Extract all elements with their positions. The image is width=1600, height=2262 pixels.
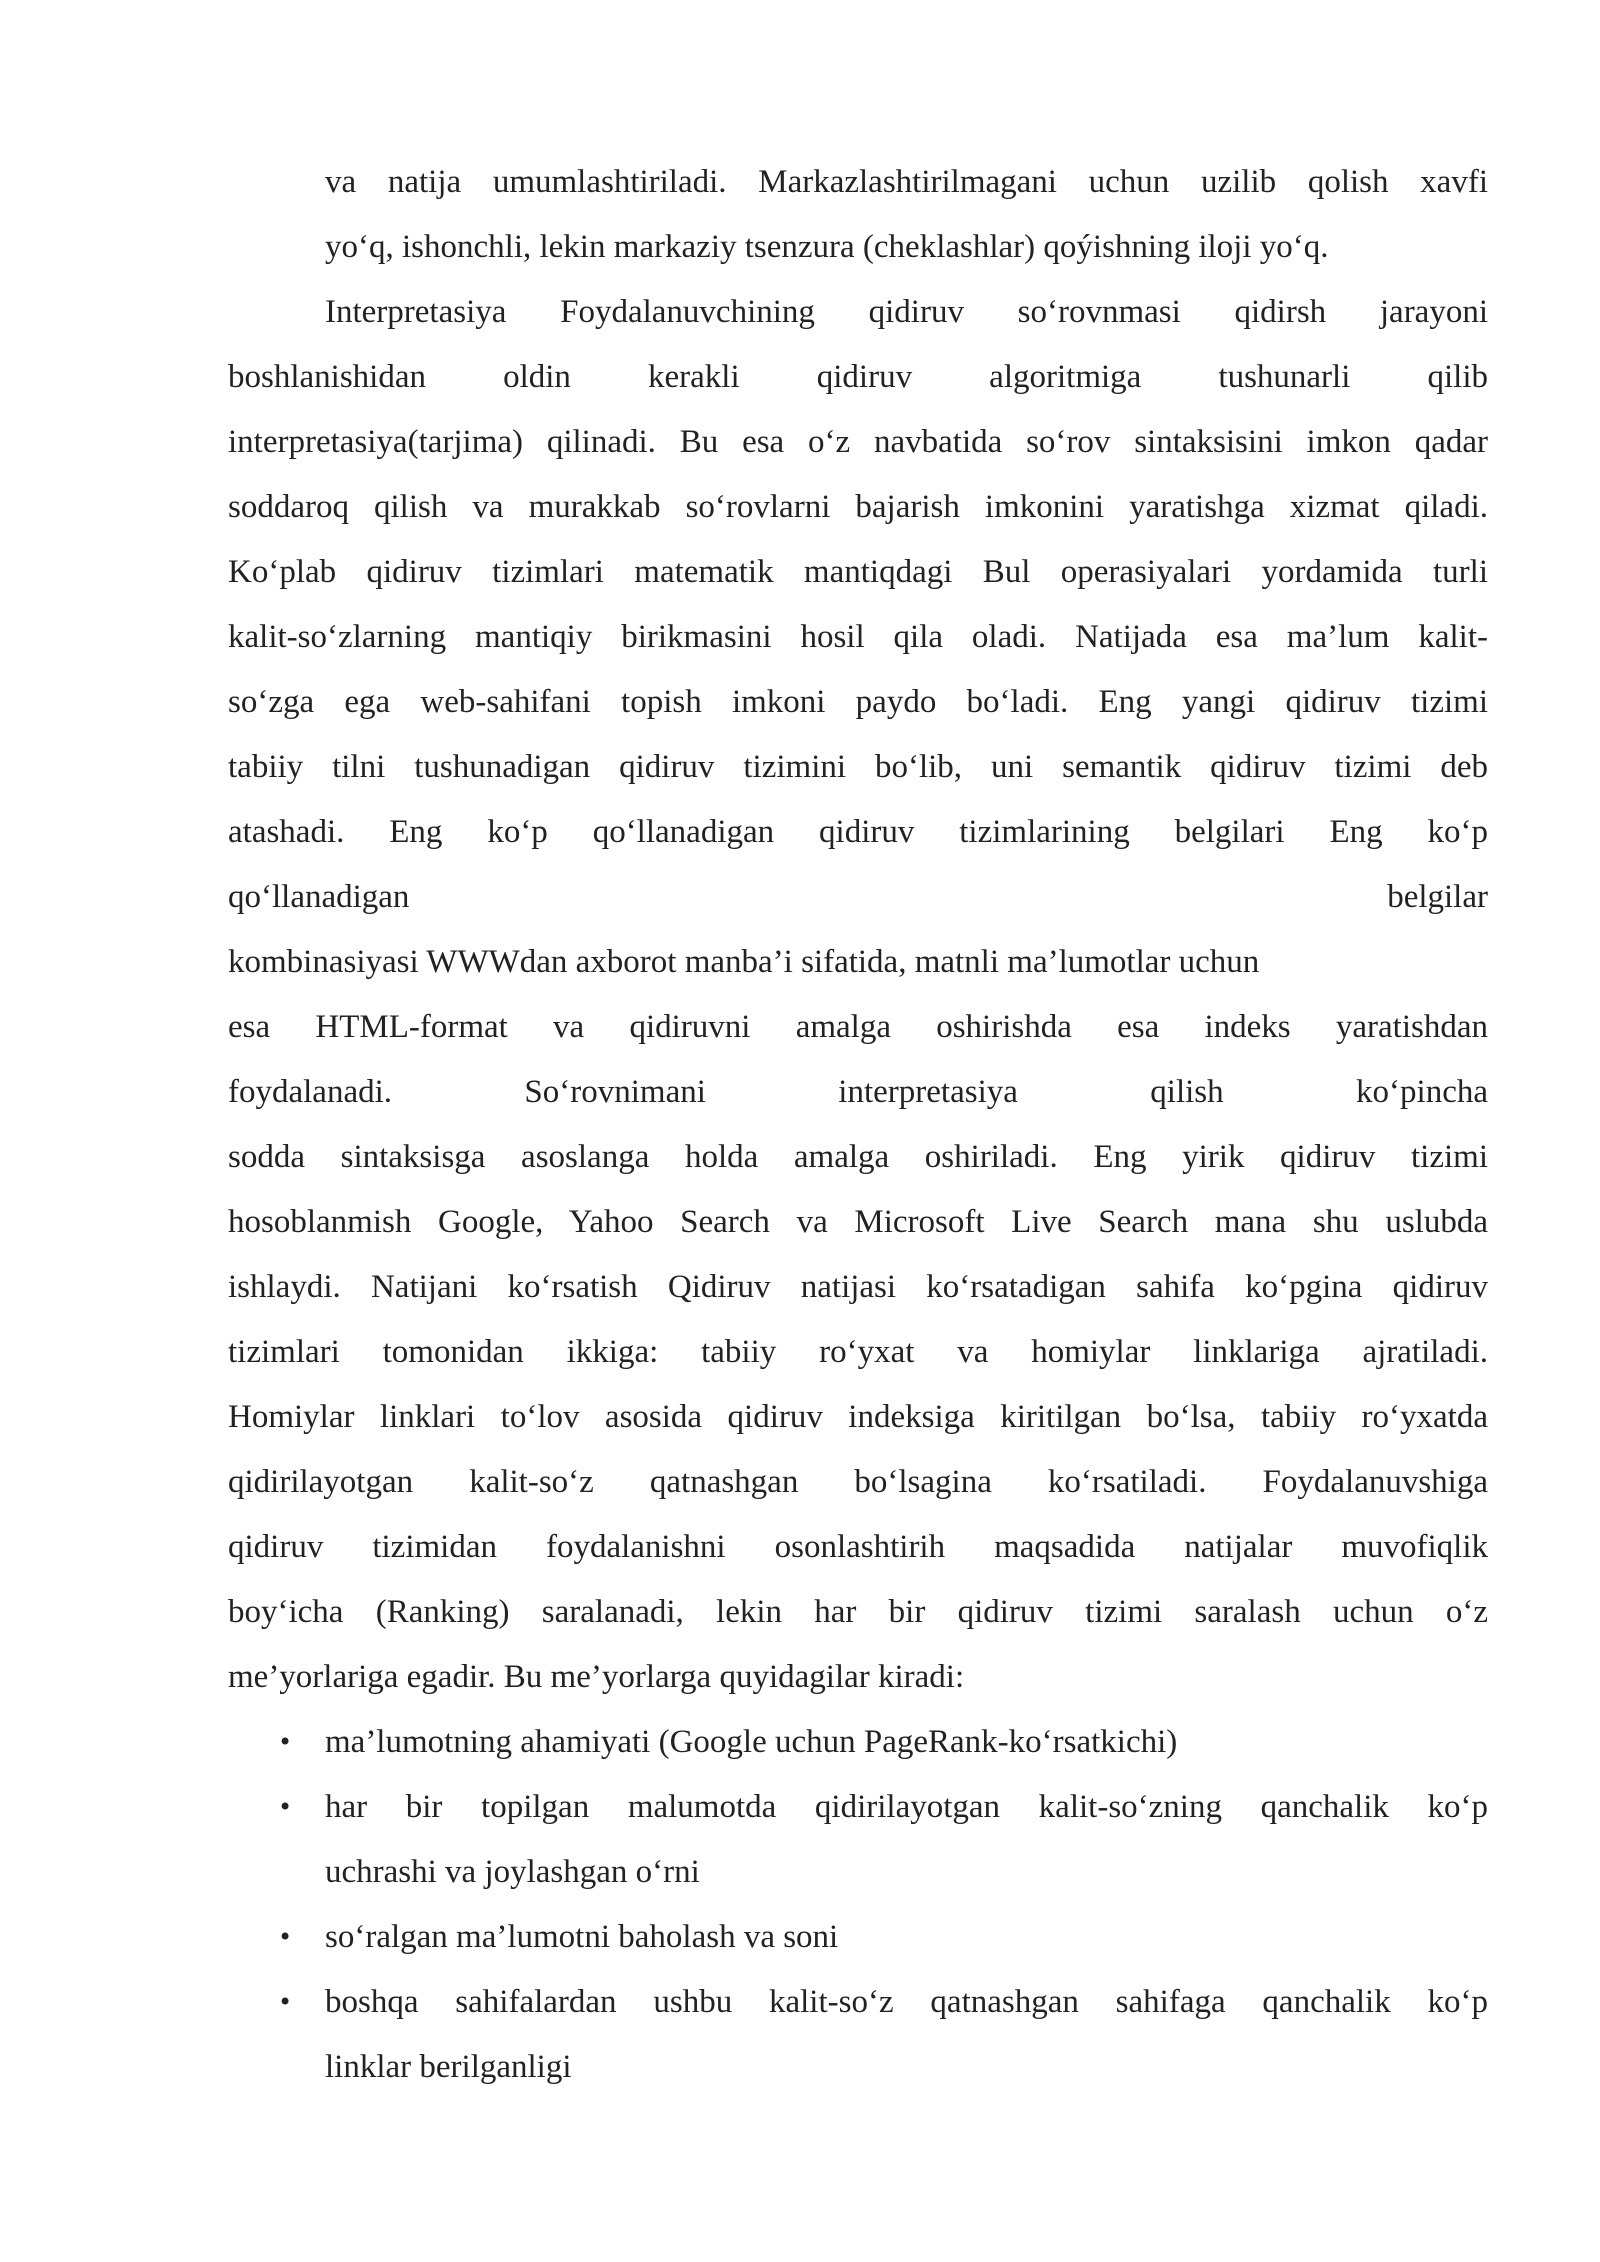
text-line: ishlaydi. Natijani ko‘rsatish Qidiruv natijasi ko‘rsatadigan sahifa ko‘pgina qidiruv bbox=[228, 1269, 1488, 1305]
body-text bbox=[228, 150, 1488, 1710]
text-line: boshlanishidan oldin kerakli qidiruv algoritmiga tushunarli qilib bbox=[228, 359, 1488, 395]
text-line: tizimlari tomonidan ikkiga: tabiiy ro‘yxat va homiylar linklariga ajratiladi. bbox=[228, 1334, 1488, 1370]
text-line: kalit-so‘zlarning mantiqiy birikmasini hosil qila oladi. Natijada esa ma’lum kalit- bbox=[228, 619, 1488, 655]
text-line: esa HTML-format va qidiruvni amalga oshirishda esa indeks yaratishdan bbox=[228, 1009, 1488, 1045]
bullet-icon: • bbox=[278, 1988, 293, 2016]
list-item-text: ma’lumotning ahamiyati (Google uchun PageRank-ko‘rsatkichi) bbox=[325, 1724, 1178, 1760]
text-line: yo‘q, ishonchli, lekin markaziy tsenzura (cheklashlar) qoýishning iloji yo‘q. bbox=[325, 229, 1329, 265]
text-line: boy‘icha (Ranking) saralanadi, lekin har bir qidiruv tizimi saralash uchun o‘z bbox=[228, 1594, 1488, 1630]
text-line: Homiylar linklari to‘lov asosida qidiruv indeksiga kiritilgan bo‘lsa, tabiiy ro‘yxatda bbox=[228, 1399, 1488, 1435]
document-page bbox=[228, 150, 1488, 2100]
bullet-icon: • bbox=[278, 1793, 293, 1821]
bullet-icon: • bbox=[278, 1728, 293, 1756]
text-line: interpretasiya(tarjima) qilinadi. Bu esa o‘z navbatida so‘rov sintaksisini imkon qadar bbox=[228, 424, 1488, 460]
list-item-text: linklar berilganligi bbox=[325, 2049, 572, 2085]
text-line: qidirilayotgan kalit-so‘z qatnashgan bo‘lsagina ko‘rsatiladi. Foydalanuvshiga bbox=[228, 1464, 1488, 1500]
list-item-text: har bir topilgan malumotda qidirilayotgan kalit-so‘zning qanchalik ko‘p bbox=[325, 1789, 1488, 1825]
text-line: sodda sintaksisga asoslanga holda amalga oshiriladi. Eng yirik qidiruv tizimi bbox=[228, 1139, 1488, 1175]
text-line: qo‘llanadigan belgilar bbox=[228, 879, 1488, 915]
list-item-text: uchrashi va joylashgan o‘rni bbox=[325, 1854, 700, 1890]
list-item bbox=[228, 1905, 1488, 1970]
text-line: soddaroq qilish va murakkab so‘rovlarni bajarish imkonini yaratishga xizmat qiladi. bbox=[228, 489, 1488, 525]
bullet-list bbox=[228, 1710, 1488, 2100]
text-line: Interpretasiya Foydalanuvchining qidiruv so‘rovnmasi qidirsh jarayoni bbox=[325, 294, 1488, 330]
bullet-icon: • bbox=[278, 1923, 293, 1951]
text-line: me’yorlariga egadir. Bu me’yorlarga quyidagilar kiradi: bbox=[228, 1659, 965, 1695]
list-item-text: so‘ralgan ma’lumotni baholash va soni bbox=[325, 1919, 839, 1955]
text-line: hosoblanmish Google, Yahoo Search va Microsoft Live Search mana shu uslubda bbox=[228, 1204, 1488, 1240]
text-line: tabiiy tilni tushunadigan qidiruv tizimini bo‘lib, uni semantik qidiruv tizimi deb bbox=[228, 749, 1488, 785]
list-item bbox=[228, 1970, 1488, 2100]
text-line: Ko‘plab qidiruv tizimlari matematik mantiqdagi Bul operasiyalari yordamida turli bbox=[228, 554, 1488, 590]
text-line: kombinasiyasi WWWdan axborot manba’i sifatida, matnli ma’lumotlar uchun bbox=[228, 944, 1260, 980]
text-line: va natija umumlashtiriladi. Markazlashtirilmagani uchun uzilib qolish xavfi bbox=[325, 164, 1488, 200]
list-item bbox=[228, 1775, 1488, 1905]
list-item bbox=[228, 1710, 1488, 1775]
text-line: foydalanadi. So‘rovnimani interpretasiya qilish ko‘pincha bbox=[228, 1074, 1488, 1110]
text-line: atashadi. Eng ko‘p qo‘llanadigan qidiruv tizimlarining belgilari Eng ko‘p bbox=[228, 814, 1488, 850]
text-line: so‘zga ega web-sahifani topish imkoni paydo bo‘ladi. Eng yangi qidiruv tizimi bbox=[228, 684, 1488, 720]
list-item-text: boshqa sahifalardan ushbu kalit-so‘z qatnashgan sahifaga qanchalik ko‘p bbox=[325, 1984, 1488, 2020]
text-line: qidiruv tizimidan foydalanishni osonlashtirih maqsadida natijalar muvofiqlik bbox=[228, 1529, 1488, 1565]
